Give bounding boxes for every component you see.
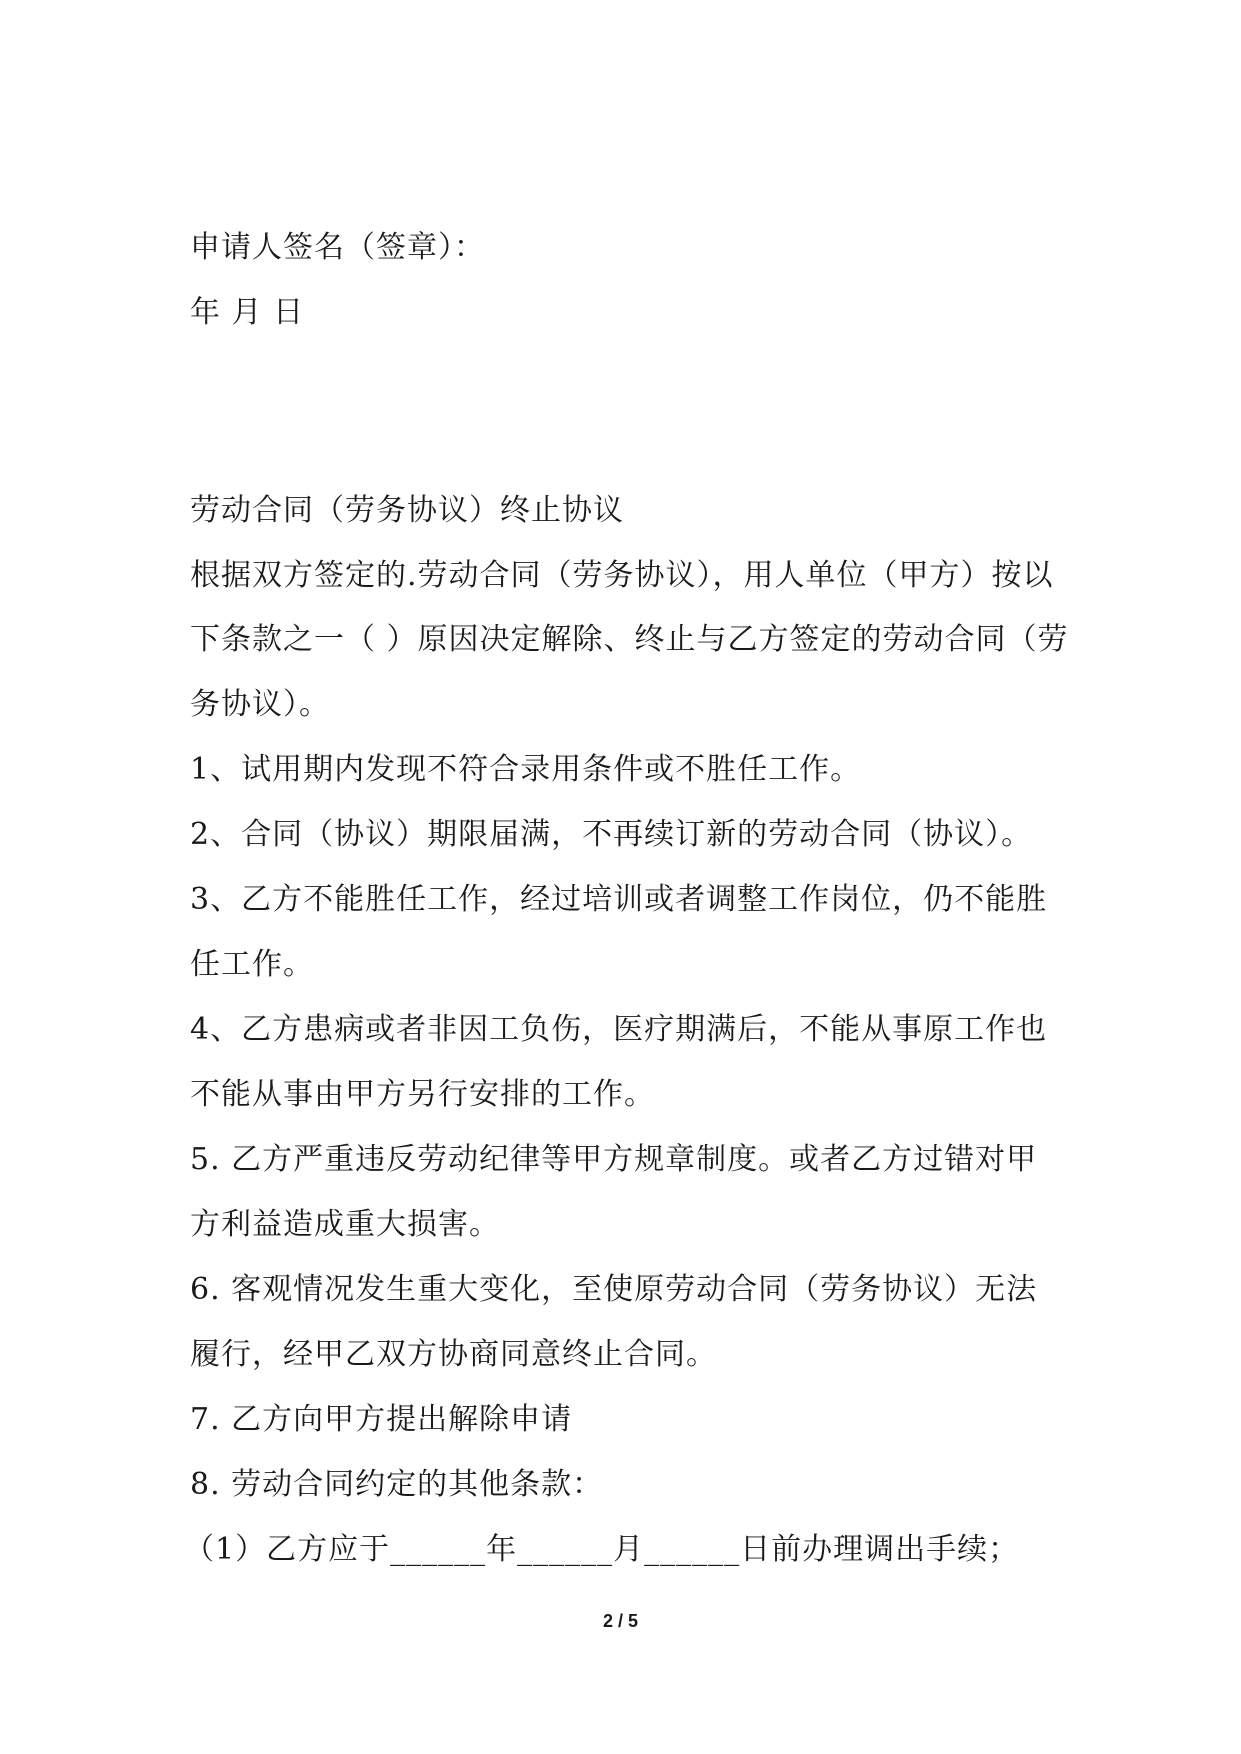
signature-label: 申请人签名（签章）：	[190, 230, 485, 265]
intro-line: 根据双方签定的.劳动合同（劳务协议），用人单位（甲方）按以	[190, 558, 1054, 593]
clause-line: （1）乙方应于______年______月______日前办理调出手续；	[184, 1532, 1020, 1567]
clause-line: 6. 客观情况发生重大变化，至使原劳动合同（劳务协议）无法	[190, 1272, 1038, 1307]
clause-line: 1、试用期内发现不符合录用条件或不胜任工作。	[190, 752, 862, 787]
page-number: 2 / 5	[602, 1611, 639, 1631]
clause-line: 履行，经甲乙双方协商同意终止合同。	[190, 1337, 717, 1372]
clause-line: 2、合同（协议）期限届满，不再续订新的劳动合同（协议）。	[190, 817, 1033, 852]
document-title: 劳动合同（劳务协议）终止协议	[190, 493, 624, 528]
date-label: 年 月 日	[190, 295, 305, 330]
clause-line: 3、乙方不能胜任工作，经过培训或者调整工作岗位，仍不能胜	[190, 882, 1048, 917]
clause-line: 任工作。	[190, 947, 314, 982]
clause-line: 不能从事由甲方另行安排的工作。	[190, 1077, 655, 1112]
intro-line: 务协议）。	[190, 687, 330, 722]
clause-line: 5. 乙方严重违反劳动纪律等甲方规章制度。或者乙方过错对甲	[190, 1142, 1038, 1177]
clause-line: 方利益造成重大损害。	[190, 1207, 500, 1242]
clause-line: 8. 劳动合同约定的其他条款：	[190, 1467, 604, 1502]
clause-line: 4、乙方患病或者非因工负伤，医疗期满后，不能从事原工作也	[190, 1012, 1048, 1047]
intro-line: 下条款之一（ ）原因决定解除、终止与乙方签定的劳动合同（劳	[190, 622, 1069, 657]
clause-line: 7. 乙方向甲方提出解除申请	[190, 1402, 573, 1437]
